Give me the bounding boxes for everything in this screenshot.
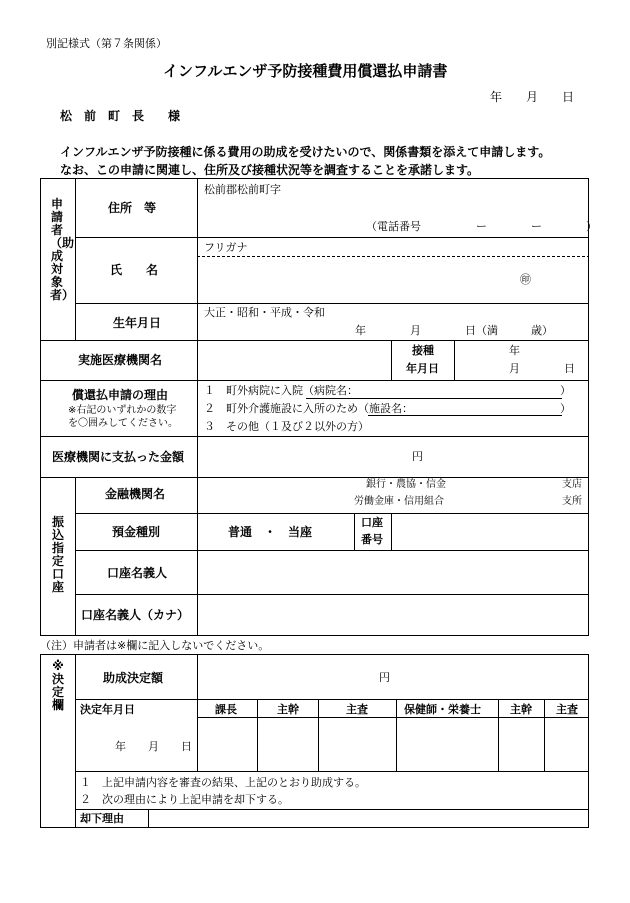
reason-option-2[interactable]: ２ 町外介護施設に入所のため（施設名：: [204, 402, 413, 415]
addressee: 松 前 町 長 様: [60, 109, 181, 123]
account-holder-kana-label: 口座名義人（カナ）: [81, 608, 190, 622]
bank-name-label: 金融機関名: [105, 487, 166, 501]
paid-amount-unit[interactable]: 円: [412, 450, 423, 463]
application-date[interactable]: 年 月 日: [490, 90, 575, 104]
vaccination-year[interactable]: 年: [509, 344, 520, 357]
applicant-note: （注）申請者は※欄に記入しないでください。: [40, 639, 270, 652]
intro-line-2: なお、この申請に関連し、住所及び接種状況等を調査することを承諾します。: [60, 163, 480, 177]
reason-note-1: ※右記のいずれかの数字: [68, 405, 177, 416]
birth-date-fields[interactable]: 年 月 日（満 歳）: [355, 324, 553, 337]
decision-reject-line: ２ 次の理由により上記申請を却下する。: [80, 793, 289, 806]
applicant-section-label: 申請者（助成対象者）: [50, 197, 75, 302]
decision-date-fields: 年 月 日: [115, 740, 192, 753]
seal-mark: ㊞: [520, 273, 531, 286]
stamp-header-chief-2: 主幹: [510, 703, 532, 716]
decision-date-label: 決定年月日: [80, 703, 135, 716]
decision-amount-label: 助成決定額: [103, 671, 164, 685]
stamp-header-section-chief: 課長: [215, 703, 237, 716]
deposit-type-options[interactable]: 普通 ・ 当座: [228, 525, 313, 539]
reason-note-2: を〇囲みしてください。: [68, 418, 178, 429]
stamp-header-inspector-2: 主査: [556, 703, 578, 716]
decision-amount-unit: 円: [379, 671, 390, 684]
vaccination-month-day[interactable]: 月 日: [509, 362, 575, 375]
paid-amount-label: 医療機関に支払った金額: [52, 450, 185, 464]
furigana-label[interactable]: フリガナ: [204, 241, 248, 254]
bank-types-1[interactable]: 銀行・農協・信金: [366, 479, 446, 490]
reason-option-2-close: ）: [560, 402, 571, 415]
account-number-label-1: 口座: [361, 516, 383, 529]
page-title: インフルエンザ予防接種費用償還払申請書: [163, 62, 448, 80]
reason-option-3[interactable]: ３ その他（１及び２以外の方）: [204, 420, 369, 433]
bank-types-2[interactable]: 労働金庫・信用組合: [354, 496, 444, 507]
account-holder-label: 口座名義人: [107, 566, 168, 580]
vaccination-date-label-1: 接種: [412, 344, 434, 357]
intro-line-1: インフルエンザ予防接種に係る費用の助成を受けたいので、関係書類を添えて申請します。: [60, 145, 551, 159]
stamp-header-chief-1: 主幹: [277, 703, 299, 716]
reject-reason-label: 却下理由: [80, 812, 124, 825]
branch-label: 支店: [562, 479, 582, 490]
name-label: 氏 名: [110, 263, 159, 277]
vaccination-date-label-2: 年月日: [406, 362, 439, 375]
phone-number-field[interactable]: （電話番号 ー ー ）: [366, 220, 597, 233]
address-label: 住所 等: [108, 201, 157, 215]
stamp-header-inspector-1: 主査: [346, 703, 368, 716]
form-reference: 別記様式（第７条関係）: [46, 37, 167, 50]
stamp-header-health-nurse: 保健師・栄養士: [404, 703, 481, 716]
decision-section-label: ※決定欄: [51, 659, 64, 712]
account-number-label-2: 番号: [361, 533, 383, 546]
birth-date-label: 生年月日: [113, 316, 162, 330]
reason-option-1-close: ）: [560, 384, 571, 397]
decision-approve-line: １ 上記申請内容を審査の結果、上記のとおり助成する。: [80, 776, 366, 789]
reason-label: 償還払申請の理由: [72, 388, 169, 402]
account-section-label: 振込指定口座: [51, 515, 64, 594]
institution-label: 実施医療機関名: [78, 353, 163, 367]
era-options[interactable]: 大正・昭和・平成・令和: [204, 306, 325, 319]
deposit-type-label: 預金種別: [112, 525, 161, 539]
address-prefix[interactable]: 松前郡松前町字: [204, 183, 281, 196]
reason-option-1[interactable]: １ 町外病院に入院（病院名：: [204, 384, 358, 397]
sub-branch-label: 支所: [562, 496, 582, 507]
